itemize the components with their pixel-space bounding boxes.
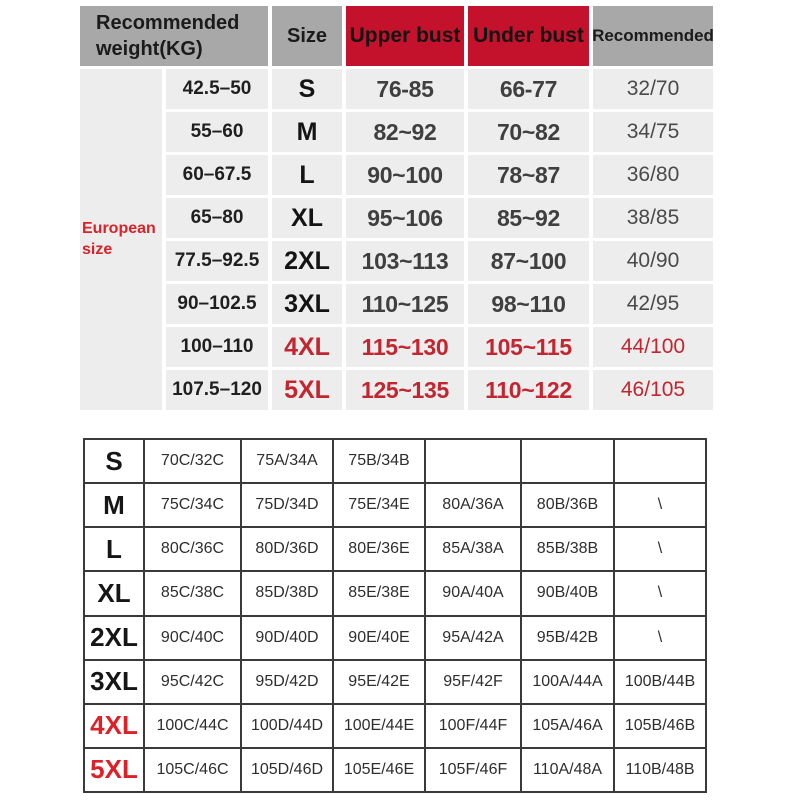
table-row bbox=[84, 571, 706, 615]
cup-size-cell bbox=[425, 439, 521, 483]
size-cell: 5XL bbox=[272, 370, 342, 410]
under-bust-cell: 105~115 bbox=[468, 327, 589, 367]
col-header-recommended: Recommended bbox=[593, 6, 713, 66]
col-header-recommended-weight: Recommended weight(KG) bbox=[80, 6, 268, 66]
upper-bust-cell: 125~135 bbox=[346, 370, 464, 410]
cup-size-cell: 80A/36A bbox=[425, 483, 521, 527]
row-label: S bbox=[84, 439, 144, 483]
cup-size-cell: 100B/44B bbox=[614, 660, 706, 704]
weight-cell: 100–110 bbox=[166, 327, 268, 367]
recommended-cell: 38/85 bbox=[593, 198, 713, 238]
table-row bbox=[84, 439, 706, 483]
cup-size-cell: 100F/44F bbox=[425, 704, 521, 748]
upper-bust-cell: 76-85 bbox=[346, 69, 464, 109]
cup-size-cell: 100A/44A bbox=[521, 660, 614, 704]
row-label: 4XL bbox=[84, 704, 144, 748]
cup-size-cell bbox=[614, 439, 706, 483]
under-bust-cell: 110~122 bbox=[468, 370, 589, 410]
table-row bbox=[84, 748, 706, 792]
cup-size-cell: 100E/44E bbox=[333, 704, 425, 748]
size-cell: 2XL bbox=[272, 241, 342, 281]
cup-size-cell: 90B/40B bbox=[521, 571, 614, 615]
european-size-label: European size bbox=[80, 69, 162, 410]
upper-bust-cell: 82~92 bbox=[346, 112, 464, 152]
recommended-cell: 40/90 bbox=[593, 241, 713, 281]
cup-size-cell: 80D/36D bbox=[241, 527, 333, 571]
under-bust-cell: 70~82 bbox=[468, 112, 589, 152]
recommended-cell: 34/75 bbox=[593, 112, 713, 152]
cup-size-cell: 85A/38A bbox=[425, 527, 521, 571]
cup-size-cell bbox=[521, 439, 614, 483]
cup-size-cell: 110B/48B bbox=[614, 748, 706, 792]
col-header-under-bust: Under bust bbox=[468, 6, 589, 66]
row-label: 3XL bbox=[84, 660, 144, 704]
cup-size-cell: \ bbox=[614, 483, 706, 527]
recommended-cell: 46/105 bbox=[593, 370, 713, 410]
under-bust-cell: 98~110 bbox=[468, 284, 589, 324]
cup-size-cell: 85E/38E bbox=[333, 571, 425, 615]
size-cell: 3XL bbox=[272, 284, 342, 324]
cup-size-cell: 75B/34B bbox=[333, 439, 425, 483]
under-bust-cell: 87~100 bbox=[468, 241, 589, 281]
size-cell: 4XL bbox=[272, 327, 342, 367]
upper-bust-cell: 115~130 bbox=[346, 327, 464, 367]
table-row bbox=[84, 527, 706, 571]
row-label: M bbox=[84, 483, 144, 527]
upper-bust-cell: 95~106 bbox=[346, 198, 464, 238]
cup-size-cell: 105E/46E bbox=[333, 748, 425, 792]
size-cell: L bbox=[272, 155, 342, 195]
cup-size-cell: 80E/36E bbox=[333, 527, 425, 571]
cup-size-cell: 75C/34C bbox=[144, 483, 241, 527]
recommended-cell: 42/95 bbox=[593, 284, 713, 324]
upper-bust-cell: 90~100 bbox=[346, 155, 464, 195]
cup-size-cell: 70C/32C bbox=[144, 439, 241, 483]
cup-size-cell: 75A/34A bbox=[241, 439, 333, 483]
col-header-size: Size bbox=[272, 6, 342, 66]
row-label: L bbox=[84, 527, 144, 571]
cup-size-cell: 80B/36B bbox=[521, 483, 614, 527]
recommended-cell: 44/100 bbox=[593, 327, 713, 367]
recommended-cell: 36/80 bbox=[593, 155, 713, 195]
size-cell: S bbox=[272, 69, 342, 109]
weight-cell: 90–102.5 bbox=[166, 284, 268, 324]
row-label: 5XL bbox=[84, 748, 144, 792]
size-measurement-table bbox=[80, 6, 713, 410]
upper-bust-cell: 110~125 bbox=[346, 284, 464, 324]
cup-size-cell: 90C/40C bbox=[144, 616, 241, 660]
cup-size-cell: 95E/42E bbox=[333, 660, 425, 704]
cup-size-cell: 75D/34D bbox=[241, 483, 333, 527]
weight-cell: 60–67.5 bbox=[166, 155, 268, 195]
cup-size-cell: 90A/40A bbox=[425, 571, 521, 615]
row-label: 2XL bbox=[84, 616, 144, 660]
table-row bbox=[84, 483, 706, 527]
weight-cell: 107.5–120 bbox=[166, 370, 268, 410]
cup-size-cell: 105F/46F bbox=[425, 748, 521, 792]
under-bust-cell: 85~92 bbox=[468, 198, 589, 238]
upper-bust-cell: 103~113 bbox=[346, 241, 464, 281]
size-cell: M bbox=[272, 112, 342, 152]
cup-size-cell: 85B/38B bbox=[521, 527, 614, 571]
cup-size-cell: 105C/46C bbox=[144, 748, 241, 792]
cup-size-cell: 100D/44D bbox=[241, 704, 333, 748]
cup-size-cell: \ bbox=[614, 527, 706, 571]
cup-size-cell: 75E/34E bbox=[333, 483, 425, 527]
cup-size-cell: 105A/46A bbox=[521, 704, 614, 748]
size-cell: XL bbox=[272, 198, 342, 238]
cup-size-cell: 110A/48A bbox=[521, 748, 614, 792]
under-bust-cell: 66-77 bbox=[468, 69, 589, 109]
cup-size-cell: 85C/38C bbox=[144, 571, 241, 615]
cup-size-cell: 90E/40E bbox=[333, 616, 425, 660]
row-label: XL bbox=[84, 571, 144, 615]
cup-size-cell: 105B/46B bbox=[614, 704, 706, 748]
cup-size-cell: \ bbox=[614, 571, 706, 615]
weight-cell: 42.5–50 bbox=[166, 69, 268, 109]
cup-size-cell: 95B/42B bbox=[521, 616, 614, 660]
cup-size-cell: 100C/44C bbox=[144, 704, 241, 748]
cup-size-cell: 85D/38D bbox=[241, 571, 333, 615]
weight-cell: 77.5–92.5 bbox=[166, 241, 268, 281]
col-header-upper-bust: Upper bust bbox=[346, 6, 464, 66]
table-row bbox=[84, 704, 706, 748]
table-row bbox=[84, 660, 706, 704]
weight-cell: 65–80 bbox=[166, 198, 268, 238]
cup-size-cell: 95F/42F bbox=[425, 660, 521, 704]
cup-size-cell: 95D/42D bbox=[241, 660, 333, 704]
weight-cell: 55–60 bbox=[166, 112, 268, 152]
table-row bbox=[84, 616, 706, 660]
cup-size-cell: 95C/42C bbox=[144, 660, 241, 704]
under-bust-cell: 78~87 bbox=[468, 155, 589, 195]
cup-size-cell: \ bbox=[614, 616, 706, 660]
cup-size-conversion-table bbox=[83, 438, 707, 793]
recommended-cell: 32/70 bbox=[593, 69, 713, 109]
cup-size-cell: 95A/42A bbox=[425, 616, 521, 660]
cup-size-cell: 80C/36C bbox=[144, 527, 241, 571]
cup-size-cell: 105D/46D bbox=[241, 748, 333, 792]
cup-size-cell: 90D/40D bbox=[241, 616, 333, 660]
